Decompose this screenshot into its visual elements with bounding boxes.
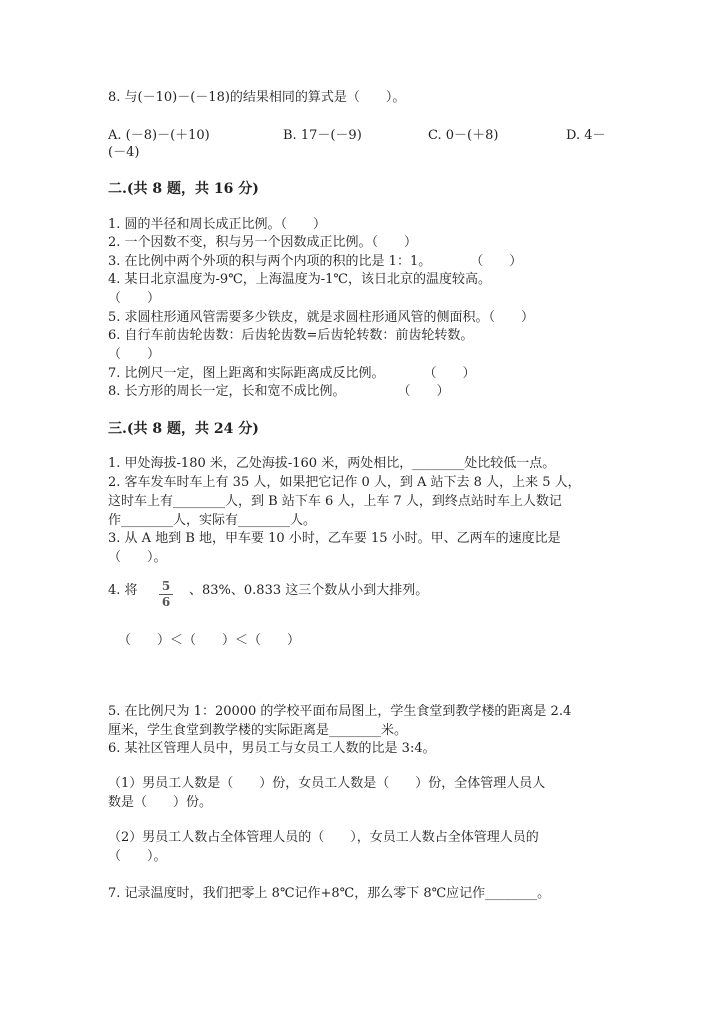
- option-b: B. 17－(－9): [283, 128, 362, 143]
- section-2-item: 2. 一个因数不变，积与另一个因数成正比例。（ ）: [108, 235, 418, 250]
- fraction-denominator: 6: [161, 595, 171, 609]
- section-3-item: 3. 从 A 地到 B 地，甲车要 10 小时，乙车要 15 小时。甲、乙两车的速度比是: [108, 531, 561, 546]
- question-7: 7. 记录温度时，我们把零上 8℃记作+8℃，那么零下 8℃应记作________。: [108, 886, 551, 901]
- question-8-stem: 8. 与(－10)－(－18)的结果相同的算式是（ ）。: [108, 90, 406, 105]
- section-2-item: 7. 比例尺一定，图上距离和实际距离成反比例。 （ ）: [108, 366, 476, 381]
- section-2-item: （ ）: [108, 291, 161, 306]
- section-3-item: 这时车上有________人，到 B 站下车 6 人，上车 7 人，到终点站时车上人数记: [108, 494, 562, 509]
- section-3-item: （ ）。: [108, 550, 167, 565]
- section-3-item: 5. 在比例尺为 1：20000 的学校平面布局图上，学生食堂到教学楼的距离是 2.4: [108, 704, 572, 719]
- fraction-five-sixths: [158, 580, 174, 609]
- option-a: A. (－8)－(＋10): [108, 128, 210, 143]
- question-4-prefix: 4. 将: [108, 583, 138, 598]
- section-2-title: 二.(共 8 题，共 16 分): [108, 181, 259, 197]
- section-3-item: 1. 甲处海拔-180 米，乙处海拔-160 米，两处相比，________处比较低一点。: [108, 456, 556, 471]
- section-3-title: 三.(共 8 题，共 24 分): [108, 421, 259, 437]
- section-2-item: 4. 某日北京温度为-9℃，上海温度为-1℃，该日北京的温度较高。: [108, 272, 491, 287]
- section-2-item: 5. 求圆柱形通风管需要多少铁皮，就是求圆柱形通风管的侧面积。（ ）: [108, 310, 535, 325]
- question-6-sub1: （1）男员工人数是（ ）份，女员工人数是（ ）份，全体管理人员人: [108, 776, 546, 791]
- question-6-sub2: （2）男员工人数占全体管理人员的（ ），女员工人数占全体管理人员的: [108, 830, 539, 845]
- question-4-blanks: （ ）＜（ ）＜（ ）: [118, 633, 301, 648]
- section-3-item: 2. 客车发车时车上有 35 人，如果把它记作 0 人，到 A 站下去 8 人，上来 5 人，: [108, 475, 581, 490]
- section-3-item: 作________人，实际有________人。: [108, 513, 317, 528]
- section-2-item: （ ）: [108, 347, 161, 362]
- section-2-item: 6. 自行车前齿轮齿数：后齿轮齿数=后齿轮转数：前齿轮转数。: [108, 328, 474, 343]
- fraction-numerator: 5: [161, 579, 171, 593]
- question-6-sub1: 数是（ ）份。: [108, 795, 213, 810]
- section-3-item: 6. 某社区管理人员中，男员工与女员工人数的比是 3:4。: [108, 741, 436, 756]
- question-6-sub2: （ ）。: [108, 849, 167, 864]
- option-d-continued: (－4): [108, 145, 140, 160]
- option-d: D. 4－: [566, 128, 606, 143]
- question-4-suffix: 、83%、0.833 这三个数从小到大排列。: [189, 583, 429, 598]
- section-2-item: 1. 圆的半径和周长成正比例。（ ）: [108, 217, 327, 232]
- section-2-item: 8. 长方形的周长一定，长和宽不成比例。 （ ）: [108, 384, 450, 399]
- option-c: C. 0－(＋8): [428, 128, 499, 143]
- section-2-item: 3. 在比例中两个外项的积与两个内项的积的比是 1：1。 （ ）: [108, 254, 523, 269]
- section-3-item: 厘米，学生食堂到教学楼的实际距离是________米。: [108, 723, 408, 738]
